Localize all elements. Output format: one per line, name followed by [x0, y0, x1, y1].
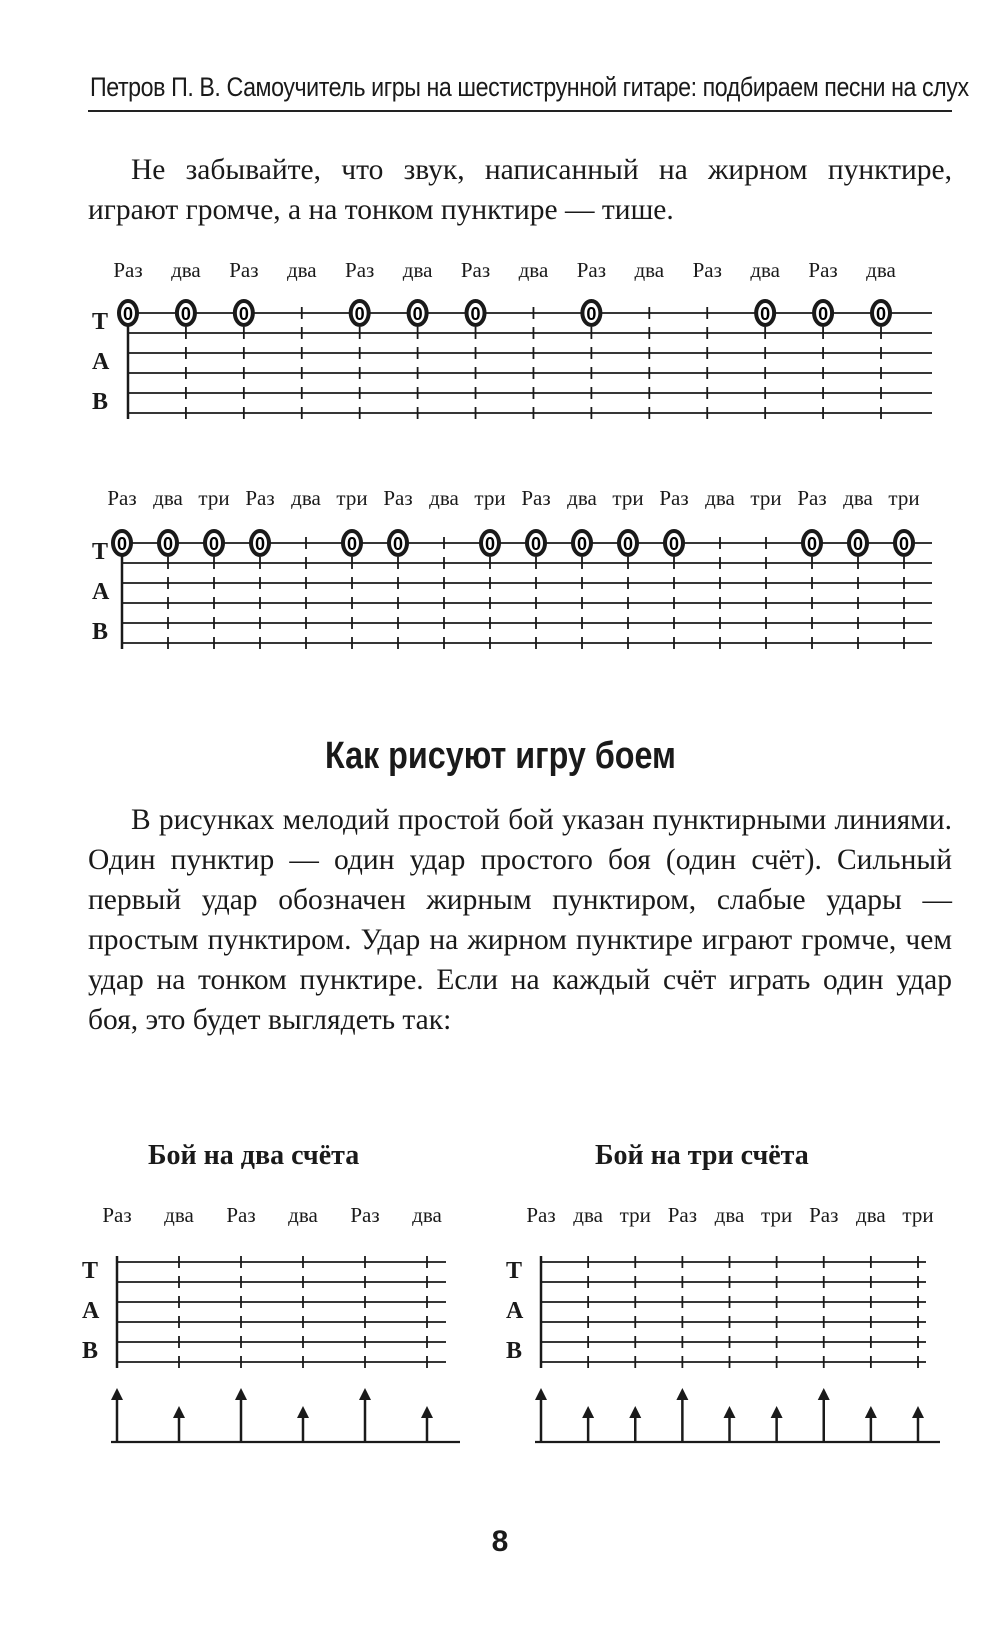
- tab-example-two-count: [0, 245, 1000, 435]
- note-zero: [205, 531, 223, 555]
- note-digit: 0: [586, 304, 597, 324]
- tab-letter-t: T: [92, 309, 109, 335]
- count-label: два: [153, 486, 183, 510]
- arrow-head: [582, 1406, 594, 1418]
- count-label: Раз: [521, 486, 551, 510]
- header-rule: [88, 110, 952, 112]
- strum-diagram-three-count: [0, 1190, 1000, 1450]
- note-digit: 0: [346, 534, 358, 554]
- note-zero: [467, 301, 485, 325]
- count-label: два: [402, 258, 433, 282]
- tab-example-three-count: [0, 475, 1000, 665]
- weak-strum-arrow: [582, 1406, 594, 1442]
- note-digit: 0: [238, 304, 249, 324]
- count-label: два: [866, 258, 896, 282]
- count-label: два: [573, 1203, 603, 1227]
- count-label: Раз: [102, 1203, 132, 1227]
- count-label: Раз: [692, 258, 722, 282]
- count-label: Раз: [667, 1203, 698, 1227]
- count-label: три: [619, 1203, 651, 1227]
- count-label: три: [336, 486, 368, 510]
- note-digit: 0: [818, 304, 829, 324]
- count-label: Раз: [808, 258, 838, 282]
- body-paragraph: В рисунках мелодий простой бой указан пунктирными линиями. Один пунктир — один удар простого боя (один счёт). Сильный первый удар обозначен жирным пунктиром, слабые удары — простым пунктиром. Удар на жирном пунктире играют громче, чем удар на тонком пунктире. Если на каждый счёт играть один удар боя, это будет выглядеть так:: [88, 804, 952, 1036]
- note-zero: [872, 301, 890, 325]
- count-label: три: [761, 1203, 793, 1227]
- page-number: 8: [491, 1525, 509, 1558]
- tab-letter-a: A: [92, 349, 110, 375]
- count-label: два: [567, 486, 597, 510]
- count-label: два: [171, 258, 201, 282]
- count-label: Раз: [659, 486, 689, 510]
- weak-strum-arrow: [724, 1406, 736, 1442]
- count-label: Раз: [350, 1203, 380, 1227]
- tab-letter-a: A: [506, 1298, 524, 1324]
- count-label: два: [412, 1203, 442, 1227]
- intro-paragraph: Не забывайте, что звук, написанный на жирном пунктире, играют громче, а на тонком пунктире — тише.: [88, 154, 952, 226]
- count-label: Раз: [345, 258, 375, 282]
- strum-three-title: Бой на три счёта: [595, 1140, 809, 1171]
- note-zero: [849, 531, 867, 555]
- note-zero: [582, 301, 600, 325]
- count-label: три: [612, 486, 644, 510]
- count-label: два: [843, 486, 873, 510]
- count-label: Раз: [383, 486, 413, 510]
- count-label: два: [856, 1203, 886, 1227]
- strong-strum-arrow: [818, 1388, 830, 1442]
- count-label: Раз: [113, 258, 143, 282]
- tab-letter-t: T: [92, 539, 109, 565]
- note-digit: 0: [484, 534, 496, 554]
- arrow-head: [912, 1406, 924, 1418]
- weak-strum-arrow: [865, 1406, 877, 1442]
- note-digit: 0: [254, 534, 266, 554]
- count-label: три: [474, 486, 506, 510]
- count-label: два: [164, 1203, 194, 1227]
- tab-letter-a: A: [92, 579, 110, 605]
- note-digit: 0: [208, 534, 220, 554]
- count-label: два: [714, 1203, 745, 1227]
- strong-strum-arrow: [676, 1388, 688, 1442]
- note-zero: [343, 531, 361, 555]
- note-zero: [756, 301, 774, 325]
- note-digit: 0: [122, 304, 134, 324]
- count-label: два: [750, 258, 780, 282]
- note-digit: 0: [392, 534, 404, 554]
- note-digit: 0: [354, 304, 365, 324]
- note-digit: 0: [875, 304, 887, 324]
- note-digit: 0: [116, 534, 128, 554]
- tab-letter-t: T: [82, 1258, 99, 1284]
- count-label: три: [198, 486, 230, 510]
- count-label: Раз: [526, 1203, 556, 1227]
- weak-strum-arrow: [771, 1406, 783, 1442]
- arrow-head: [724, 1406, 736, 1418]
- arrow-head: [629, 1406, 641, 1418]
- note-digit: 0: [852, 534, 864, 554]
- count-label: два: [429, 486, 459, 510]
- note-zero: [895, 531, 913, 555]
- note-zero: [619, 531, 637, 555]
- note-digit: 0: [898, 534, 910, 554]
- note-zero: [119, 301, 137, 325]
- note-zero: [527, 531, 545, 555]
- arrow-head: [865, 1406, 877, 1418]
- note-digit: 0: [470, 304, 481, 324]
- note-zero: [665, 531, 683, 555]
- count-label: три: [902, 1203, 934, 1227]
- tab-letter-b: B: [506, 1338, 523, 1364]
- note-zero: [803, 531, 821, 555]
- count-label: два: [286, 258, 317, 282]
- count-label: два: [705, 486, 735, 510]
- tab-letter-a: A: [82, 1298, 100, 1324]
- note-digit: 0: [576, 534, 588, 554]
- note-digit: 0: [760, 304, 771, 324]
- arrow-head: [771, 1406, 783, 1418]
- note-zero: [235, 301, 253, 325]
- note-digit: 0: [162, 534, 174, 554]
- section-heading: Как рисуют игру боем: [324, 735, 676, 777]
- strong-strum-arrow: [535, 1388, 547, 1442]
- count-label: два: [291, 486, 321, 510]
- weak-strum-arrow: [912, 1406, 924, 1442]
- note-zero: [573, 531, 591, 555]
- note-zero: [409, 301, 427, 325]
- note-digit: 0: [412, 304, 423, 324]
- count-label: Раз: [226, 1203, 256, 1227]
- count-label: Раз: [107, 486, 137, 510]
- note-zero: [389, 531, 407, 555]
- note-digit: 0: [530, 534, 542, 554]
- count-label: три: [888, 486, 920, 510]
- note-digit: 0: [806, 534, 818, 554]
- weak-strum-arrow: [629, 1406, 641, 1442]
- count-label: Раз: [797, 486, 827, 510]
- note-zero: [251, 531, 269, 555]
- note-zero: [481, 531, 499, 555]
- count-label: Раз: [245, 486, 275, 510]
- note-zero: [177, 301, 195, 325]
- tab-letter-b: B: [82, 1338, 99, 1364]
- tab-letter-b: B: [92, 389, 109, 415]
- count-label: два: [288, 1203, 318, 1227]
- count-label: два: [518, 258, 549, 282]
- count-label: Раз: [576, 258, 607, 282]
- tab-letter-b: B: [92, 619, 109, 645]
- tab-letter-t: T: [506, 1258, 523, 1284]
- note-zero: [351, 301, 369, 325]
- note-zero: [814, 301, 832, 325]
- count-label: Раз: [229, 258, 259, 282]
- count-label: три: [750, 486, 782, 510]
- note-zero: [159, 531, 177, 555]
- note-digit: 0: [180, 304, 191, 324]
- note-digit: 0: [622, 534, 634, 554]
- strum-two-title: Бой на два счёта: [148, 1140, 360, 1171]
- note-digit: 0: [668, 534, 680, 554]
- count-label: Раз: [460, 258, 491, 282]
- running-head: Петров П. В. Самоучитель игры на шестиструнной гитаре: подбираем песни на слух: [90, 72, 969, 102]
- note-zero: [113, 531, 131, 555]
- arrow-head: [818, 1388, 830, 1400]
- arrow-head: [535, 1388, 547, 1400]
- count-label: два: [634, 258, 665, 282]
- arrow-head: [676, 1388, 688, 1400]
- count-label: Раз: [809, 1203, 839, 1227]
